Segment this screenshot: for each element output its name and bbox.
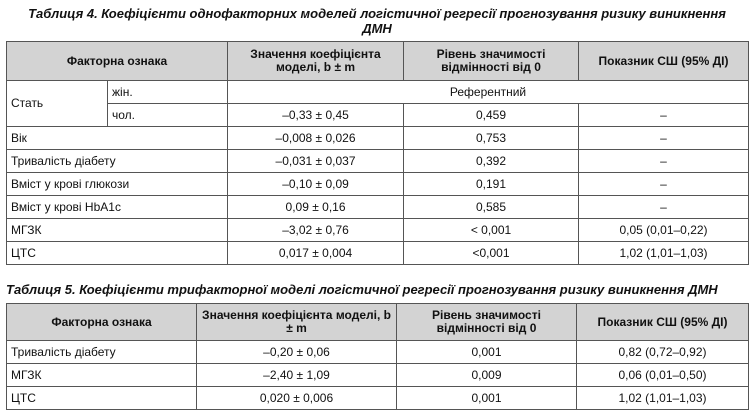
table-row bbox=[7, 196, 749, 219]
row-label: Вміст у крові HbA1c bbox=[7, 196, 228, 219]
table4-header-significance: Рівень значимості відмінності від 0 bbox=[404, 42, 579, 81]
row-p: 0,585 bbox=[404, 196, 579, 219]
table4-header-row bbox=[7, 42, 749, 81]
row-or: 1,02 (1,01–1,03) bbox=[577, 387, 749, 410]
row-p: 0,001 bbox=[397, 387, 577, 410]
table-row bbox=[7, 341, 749, 364]
row-or: 0,82 (0,72–0,92) bbox=[577, 341, 749, 364]
table5-header-or: Показник СШ (95% ДІ) bbox=[577, 304, 749, 341]
table4 bbox=[6, 41, 749, 265]
row-or: 0,05 (0,01–0,22) bbox=[579, 219, 749, 242]
table5-title: Таблиця 5. Коефіцієнти трифакторної моделі логістичної регресії прогнозування ризику виникнення ДМН bbox=[6, 282, 718, 297]
row-label: Тривалість діабету bbox=[7, 341, 197, 364]
row-p: 0,392 bbox=[404, 150, 579, 173]
row-label: ЦТС bbox=[7, 387, 197, 410]
row-coef: –3,02 ± 0,76 bbox=[228, 219, 404, 242]
table-row bbox=[7, 173, 749, 196]
row-label: МГЗК bbox=[7, 364, 197, 387]
sex-female-label: жін. bbox=[108, 81, 228, 104]
table-row bbox=[7, 104, 749, 127]
table5 bbox=[6, 303, 749, 410]
row-coef: –0,20 ± 0,06 bbox=[197, 341, 397, 364]
row-or: – bbox=[579, 127, 749, 150]
table-row bbox=[7, 242, 749, 265]
table-row bbox=[7, 81, 749, 104]
sex-male-label: чол. bbox=[108, 104, 228, 127]
row-or: 1,02 (1,01–1,03) bbox=[579, 242, 749, 265]
row-label: Тривалість діабету bbox=[7, 150, 228, 173]
row-label: Вік bbox=[7, 127, 228, 150]
sex-male-or: – bbox=[579, 104, 749, 127]
table4-header-coef: Значення коефіцієнта моделі, b ± m bbox=[228, 42, 404, 81]
row-coef: –2,40 ± 1,09 bbox=[197, 364, 397, 387]
sex-label: Стать bbox=[7, 81, 108, 127]
row-p: < 0,001 bbox=[404, 219, 579, 242]
row-or: 0,06 (0,01–0,50) bbox=[577, 364, 749, 387]
table4-header-factor: Факторна ознака bbox=[7, 42, 228, 81]
row-coef: –0,031 ± 0,037 bbox=[228, 150, 404, 173]
table5-header-factor: Факторна ознака bbox=[7, 304, 197, 341]
table-row bbox=[7, 219, 749, 242]
row-or: – bbox=[579, 173, 749, 196]
row-coef: –0,008 ± 0,026 bbox=[228, 127, 404, 150]
row-p: 0,191 bbox=[404, 173, 579, 196]
sex-male-p: 0,459 bbox=[404, 104, 579, 127]
row-label: Вміст у крові глюкози bbox=[7, 173, 228, 196]
table5-header-significance: Рівень значимості відмінності від 0 bbox=[397, 304, 577, 341]
row-or: – bbox=[579, 196, 749, 219]
table-row bbox=[7, 387, 749, 410]
row-p: 0,753 bbox=[404, 127, 579, 150]
table-row bbox=[7, 127, 749, 150]
row-coef: 0,020 ± 0,006 bbox=[197, 387, 397, 410]
row-p: 0,009 bbox=[397, 364, 577, 387]
row-label: МГЗК bbox=[7, 219, 228, 242]
sex-reference: Референтний bbox=[228, 81, 749, 104]
table-row bbox=[7, 364, 749, 387]
row-p: <0,001 bbox=[404, 242, 579, 265]
table4-title: Таблиця 4. Коефіцієнти однофакторних моделей логістичної регресії прогнозування ризику виникнення ДМН bbox=[28, 6, 726, 36]
table4-header-or: Показник СШ (95% ДІ) bbox=[579, 42, 749, 81]
row-coef: 0,017 ± 0,004 bbox=[228, 242, 404, 265]
row-p: 0,001 bbox=[397, 341, 577, 364]
table-row bbox=[7, 150, 749, 173]
sex-male-coef: –0,33 ± 0,45 bbox=[228, 104, 404, 127]
row-or: – bbox=[579, 150, 749, 173]
table5-header-row bbox=[7, 304, 749, 341]
row-coef: 0,09 ± 0,16 bbox=[228, 196, 404, 219]
table5-header-coef: Значення коефіцієнта моделі, b ± m bbox=[197, 304, 397, 341]
row-coef: –0,10 ± 0,09 bbox=[228, 173, 404, 196]
row-label: ЦТС bbox=[7, 242, 228, 265]
